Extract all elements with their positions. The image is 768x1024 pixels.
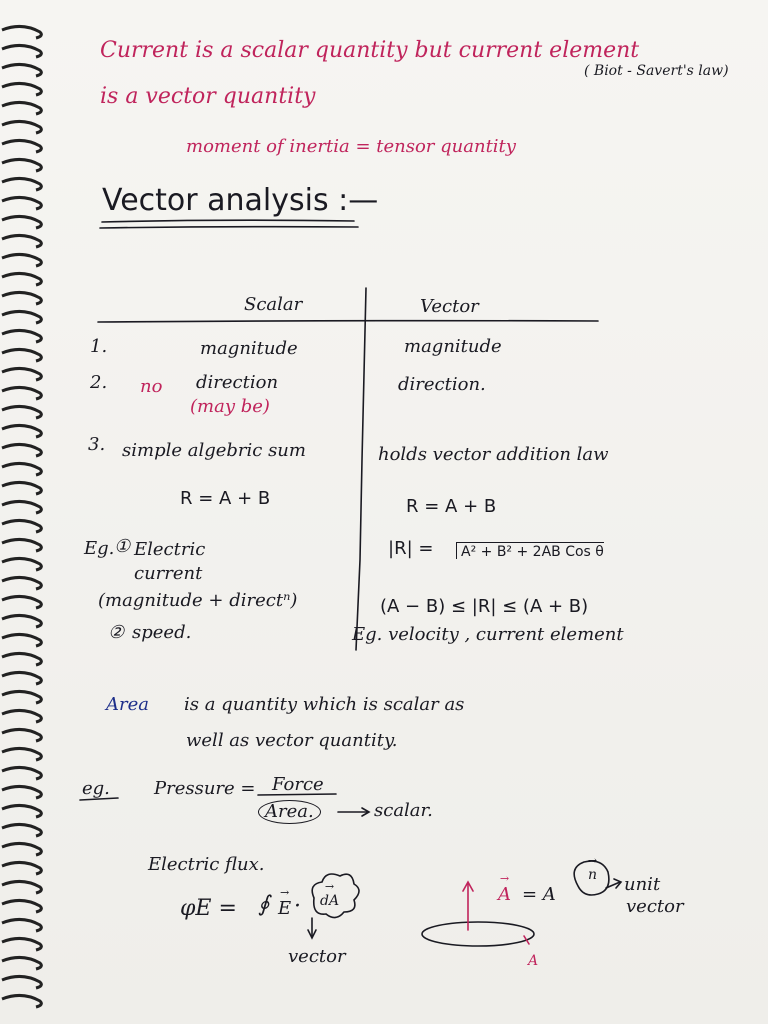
row-3-scalar: simple algebric sum: [122, 440, 306, 461]
row-2-vector: direction.: [398, 374, 486, 395]
row-1-vector: magnitude: [404, 336, 502, 357]
flux-e-vector: → E: [278, 900, 291, 918]
row-1-scalar: magnitude: [200, 338, 298, 359]
pressure-eg-label: eg.: [82, 778, 110, 799]
area-line-2: well as vector quantity.: [186, 730, 398, 751]
row-2-scalar-note: (may be): [190, 396, 270, 417]
column-header-scalar: Scalar: [244, 294, 303, 315]
pressure-lhs: Pressure =: [154, 778, 256, 799]
unit-note-1: unit: [624, 874, 661, 895]
magnitude-formula-rhs: A² + B² + 2AB Cos θ: [456, 542, 604, 559]
scalar-example-note: (magnitude + directⁿ): [98, 590, 298, 611]
vector-sum-formula: R = A + B: [406, 496, 497, 517]
scalar-example-2-num: ②: [108, 622, 125, 643]
pressure-result: scalar.: [374, 800, 433, 821]
scalar-example-label: Eg.: [84, 538, 115, 559]
electric-flux-label: Electric flux.: [148, 854, 265, 875]
pressure-numerator: Force: [272, 774, 324, 795]
row-2-no: no: [140, 376, 163, 397]
unit-note-2: vector: [626, 896, 684, 917]
vector-example: Eg. velocity , current element: [352, 624, 624, 645]
magnitude-formula-lhs: |R| =: [388, 538, 434, 559]
moment-of-inertia-line: moment of inertia = tensor quantity: [186, 136, 516, 157]
column-header-vector: Vector: [420, 296, 479, 317]
row-2-number: 2.: [90, 372, 108, 393]
flux-phi-e: φE =: [180, 896, 237, 921]
intro-line-1: Current is a scalar quantity but current element: [100, 38, 640, 63]
area-word: Area: [106, 694, 149, 715]
pressure-denominator: Area.: [258, 800, 321, 824]
unit-normal-n: → n: [588, 868, 597, 882]
row-3-scalar-formula: R = A + B: [180, 488, 271, 509]
intro-line-2: is a vector quantity: [100, 84, 316, 109]
flux-da: → dA: [320, 894, 339, 908]
area-vector-equals: = A: [522, 884, 556, 905]
flux-vector-note: vector: [288, 946, 346, 967]
area-vector-a: → A: [498, 886, 511, 904]
row-1-number: 1.: [90, 336, 108, 357]
magnitude-inequality: (A − B) ≤ |R| ≤ (A + B): [380, 596, 589, 617]
page-heading: Vector analysis :—: [102, 183, 379, 218]
scalar-example-1-num: ①: [114, 536, 131, 557]
flux-dot: ·: [294, 894, 301, 919]
scalar-example-2: speed.: [132, 622, 192, 643]
biot-savart-note: ( Biot - Savert's law): [584, 63, 729, 79]
row-2-scalar: direction: [196, 372, 279, 393]
scalar-example-1: Electric current: [134, 539, 206, 584]
ellipse-label: A: [528, 953, 539, 969]
row-3-number: 3.: [88, 434, 106, 455]
area-line-1: is a quantity which is scalar as: [184, 694, 465, 715]
flux-integral: ∮: [258, 892, 270, 917]
row-3-vector: holds vector addition law: [378, 444, 609, 465]
